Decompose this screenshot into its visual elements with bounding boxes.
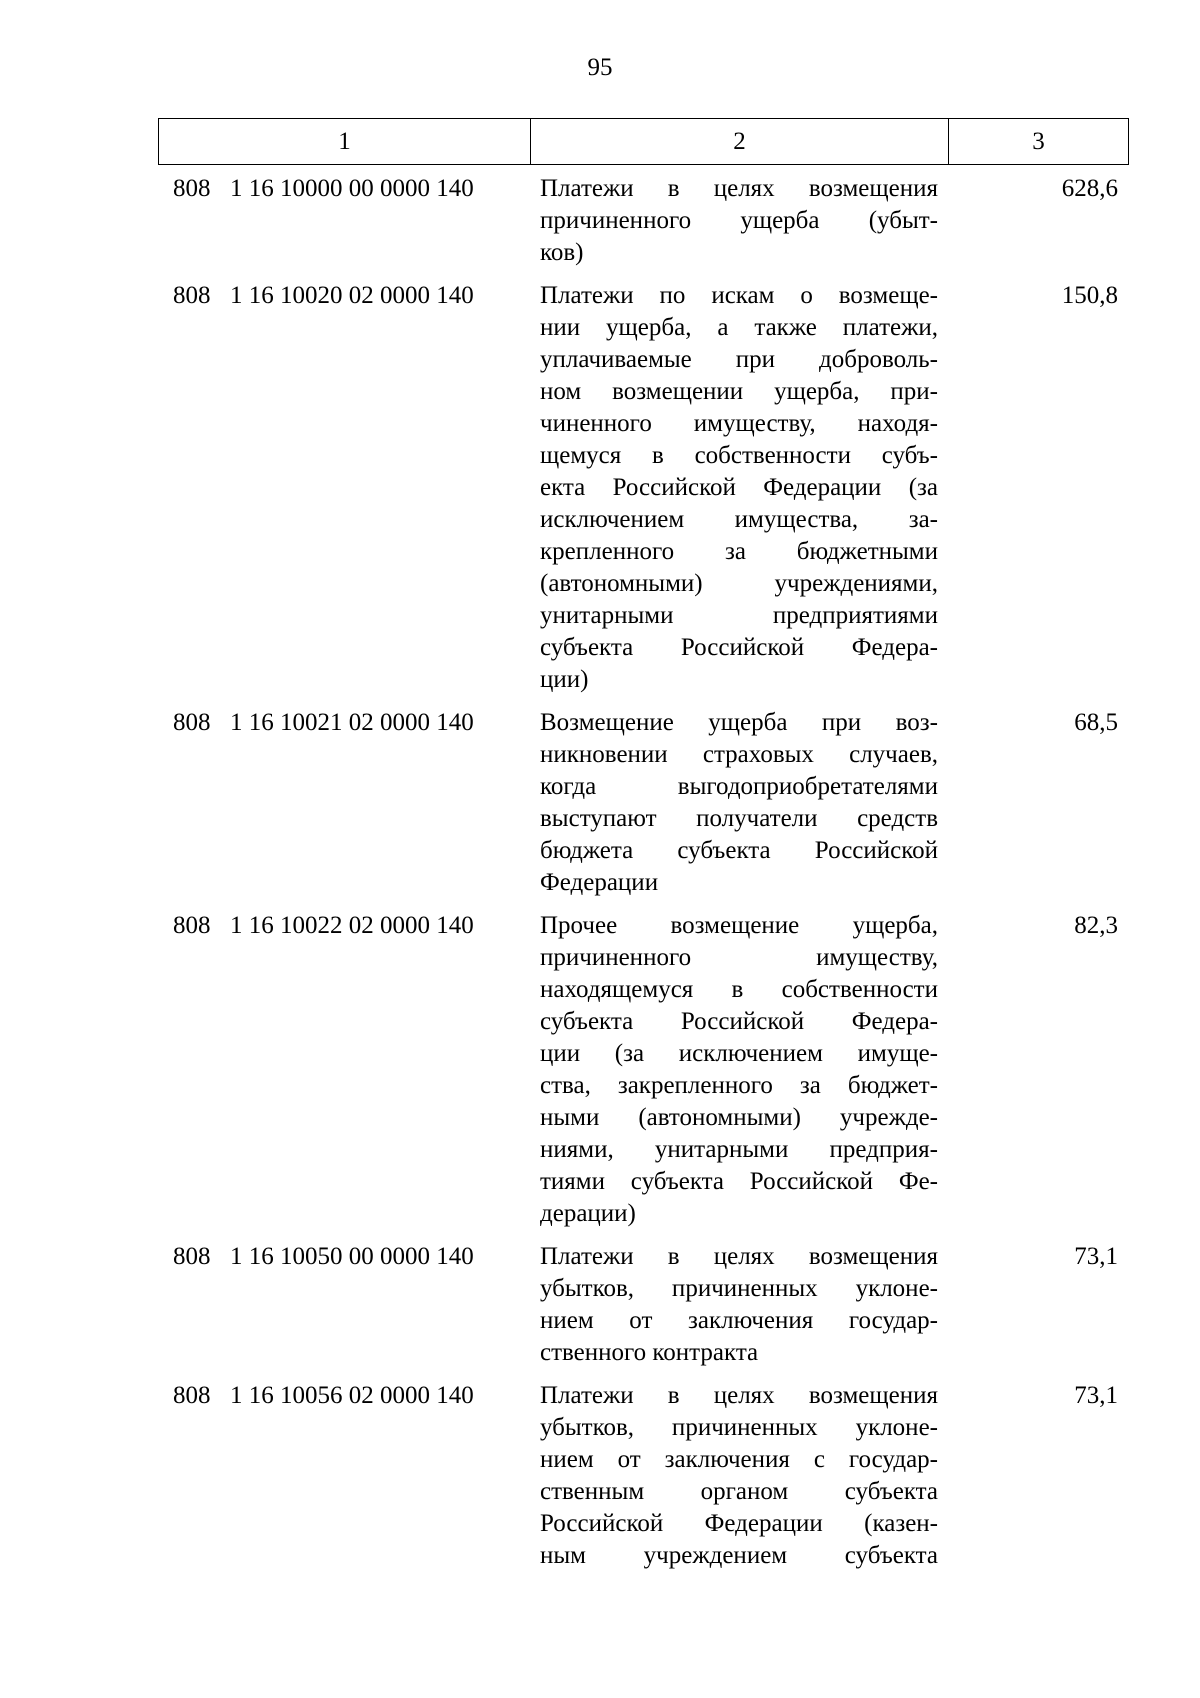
income-name-line: причиненного имуществу, bbox=[540, 944, 938, 971]
budget-classification-code: 1 16 10000 00 0000 140 bbox=[230, 175, 474, 202]
budget-classification-code: 1 16 10020 02 0000 140 bbox=[230, 282, 474, 309]
income-name-line: щемуся в собственности субъ- bbox=[540, 442, 938, 469]
income-name-line: субъекта Российской Федера- bbox=[540, 634, 938, 661]
income-name-line: крепленного за бюджетными bbox=[540, 538, 938, 565]
income-name-line: Возмещение ущерба при воз- bbox=[540, 709, 938, 736]
income-name-line: субъекта Российской Федера- bbox=[540, 1008, 938, 1035]
income-name-line: чиненного имуществу, находя- bbox=[540, 410, 938, 437]
income-name bbox=[540, 280, 938, 696]
income-name-line: ственным органом субъекта bbox=[540, 1478, 938, 1505]
income-name bbox=[540, 910, 938, 1230]
admin-code: 808 bbox=[173, 282, 211, 309]
table-row bbox=[158, 173, 1129, 269]
income-name-line: ства, закрепленного за бюджет- bbox=[540, 1072, 938, 1099]
table-row bbox=[158, 1380, 1129, 1572]
income-name-line: нием от заключения государ- bbox=[540, 1307, 938, 1334]
amount: 73,1 bbox=[1074, 1382, 1118, 1409]
table-row bbox=[158, 910, 1129, 1230]
income-name-line: Федерации bbox=[540, 869, 659, 896]
table-row bbox=[158, 1241, 1129, 1369]
admin-code: 808 bbox=[173, 175, 211, 202]
income-name-line: ственного контракта bbox=[540, 1339, 759, 1366]
income-name-line: ном возмещении ущерба, при- bbox=[540, 378, 938, 405]
income-name-line: убытков, причиненных уклоне- bbox=[540, 1414, 938, 1441]
budget-classification-code: 1 16 10050 00 0000 140 bbox=[230, 1243, 474, 1270]
table-body bbox=[158, 173, 1129, 1583]
income-name-line: (автономными) учреждениями, bbox=[540, 570, 938, 597]
admin-code: 808 bbox=[173, 912, 211, 939]
budget-classification-code: 1 16 10022 02 0000 140 bbox=[230, 912, 474, 939]
income-name-line: тиями субъекта Российской Фе- bbox=[540, 1168, 938, 1195]
income-name-line: унитарными предприятиями bbox=[540, 602, 938, 629]
income-name-line: ции (за исключением имуще- bbox=[540, 1040, 938, 1067]
amount: 68,5 bbox=[1074, 709, 1118, 736]
admin-code: 808 bbox=[173, 709, 211, 736]
header-col-1: 1 bbox=[159, 119, 531, 164]
income-name-line: бюджета субъекта Российской bbox=[540, 837, 938, 864]
income-name-line: уплачиваемые при доброволь- bbox=[540, 346, 938, 373]
header-col-2: 2 bbox=[531, 119, 949, 164]
page-number: 95 bbox=[587, 54, 613, 81]
income-name-line: дерации) bbox=[540, 1200, 636, 1227]
income-name-line: находящемуся в собственности bbox=[540, 976, 938, 1003]
income-name-line: никновении страховых случаев, bbox=[540, 741, 938, 768]
amount: 73,1 bbox=[1074, 1243, 1118, 1270]
income-name-line: ции) bbox=[540, 666, 589, 693]
budget-classification-code: 1 16 10056 02 0000 140 bbox=[230, 1382, 474, 1409]
income-name bbox=[540, 173, 938, 269]
income-name-line: выступают получатели средств bbox=[540, 805, 938, 832]
table-row bbox=[158, 280, 1129, 696]
income-name-line: Платежи по искам о возмеще- bbox=[540, 282, 938, 309]
income-name-line: нии ущерба, а также платежи, bbox=[540, 314, 938, 341]
income-name-line: екта Российской Федерации (за bbox=[540, 474, 938, 501]
income-name-line: Прочее возмещение ущерба, bbox=[540, 912, 938, 939]
income-name-line: причиненного ущерба (убыт- bbox=[540, 207, 938, 234]
header-col-3: 3 bbox=[1032, 127, 1045, 155]
admin-code: 808 bbox=[173, 1243, 211, 1270]
income-name-line: ниями, унитарными предприя- bbox=[540, 1136, 938, 1163]
amount: 82,3 bbox=[1074, 912, 1118, 939]
income-name-line: убытков, причиненных уклоне- bbox=[540, 1275, 938, 1302]
income-name-line: когда выгодоприобретателями bbox=[540, 773, 938, 800]
income-name-line: нием от заключения с государ- bbox=[540, 1446, 938, 1473]
amount: 150,8 bbox=[1061, 282, 1118, 309]
income-name-line: Платежи в целях возмещения bbox=[540, 175, 938, 202]
income-name bbox=[540, 1241, 938, 1369]
income-name-line: ков) bbox=[540, 239, 584, 266]
admin-code: 808 bbox=[173, 1382, 211, 1409]
income-name bbox=[540, 1380, 938, 1572]
table-header bbox=[158, 118, 1129, 165]
income-name bbox=[540, 707, 938, 899]
income-name-line: ным учреждением субъекта bbox=[540, 1542, 938, 1569]
income-name-line: ными (автономными) учрежде- bbox=[540, 1104, 938, 1131]
budget-classification-code: 1 16 10021 02 0000 140 bbox=[230, 709, 474, 736]
income-name-line: Платежи в целях возмещения bbox=[540, 1382, 938, 1409]
income-name-line: исключением имущества, за- bbox=[540, 506, 938, 533]
income-name-line: Платежи в целях возмещения bbox=[540, 1243, 938, 1270]
income-name-line: Российской Федерации (казен- bbox=[540, 1510, 938, 1537]
amount: 628,6 bbox=[1061, 175, 1118, 202]
table-row bbox=[158, 707, 1129, 899]
